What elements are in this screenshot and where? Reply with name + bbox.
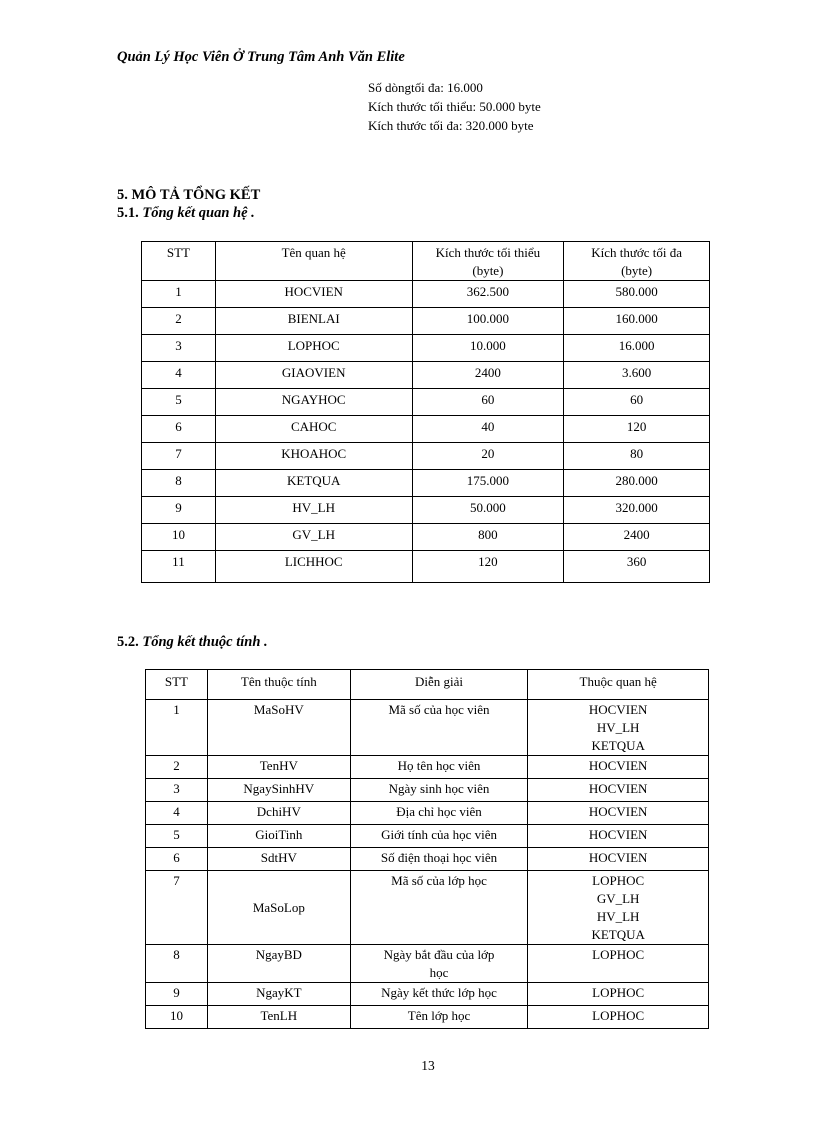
attribute-table-cell: NgayBD [207,945,350,983]
relation-table-cell: LOPHOC [215,335,412,362]
attribute-table-header-cell: STT [146,670,208,700]
relation-table-cell: 8 [142,470,216,497]
document-header: Quản Lý Học Viên Ở Trung Tâm Anh Văn Elite [117,49,405,65]
section-5-1-title: Tổng kết quan hệ . [142,205,255,221]
table-row [146,779,709,802]
relation-table-cell: 10.000 [412,335,564,362]
attribute-table-cell: 4 [146,802,208,825]
relation-table-cell: 280.000 [564,470,710,497]
table-row [142,362,710,389]
table-row [146,848,709,871]
relation-table-cell: 11 [142,551,216,583]
relation-table-cell: 1 [142,281,216,308]
relation-table-cell: 80 [564,443,710,470]
attribute-table-cell: TenLH [207,1006,350,1029]
table-row [146,756,709,779]
table-row [146,802,709,825]
table-row [142,443,710,470]
relation-table-cell: HOCVIEN [215,281,412,308]
relation-table-cell: 320.000 [564,497,710,524]
relation-table-cell: 2 [142,308,216,335]
attribute-table-cell: HOCVIEN [528,756,709,779]
relation-table-cell: LICHHOC [215,551,412,583]
section-5-2-title: Tổng kết thuộc tính . [142,634,268,650]
page-number: 13 [421,1058,435,1073]
attribute-table-cell: Số điện thoại học viên [350,848,528,871]
attribute-table-cell: 9 [146,983,208,1006]
table-row [142,416,710,443]
attribute-table-cell: Ngày kết thức lớp học [350,983,528,1006]
relation-table-cell: 160.000 [564,308,710,335]
attribute-table-cell: NgayKT [207,983,350,1006]
attribute-table-cell: 3 [146,779,208,802]
table-row [146,825,709,848]
attribute-table-cell: 1 [146,700,208,756]
attribute-table-cell: HOCVIEN HV_LH KETQUA [528,700,709,756]
relation-table-cell: CAHOC [215,416,412,443]
relation-table-cell: 120 [564,416,710,443]
relation-table-header-row [142,242,710,281]
relation-table-cell: 50.000 [412,497,564,524]
attribute-table-header-cell: Tên thuộc tính [207,670,350,700]
max-size-line: Kích thước tối đa: 320.000 byte [368,118,534,133]
attribute-table-cell: Tên lớp học [350,1006,528,1029]
relation-table-header-cell: Kích thước tối đa (byte) [564,242,710,281]
table-row [142,497,710,524]
relation-table-cell: 5 [142,389,216,416]
relation-summary-table [141,241,710,583]
relation-table-cell: 40 [412,416,564,443]
relation-table-cell: 3.600 [564,362,710,389]
relation-table-cell: 360 [564,551,710,583]
table-row [146,700,709,756]
attribute-table-cell: HOCVIEN [528,779,709,802]
attribute-table-cell: GioiTinh [207,825,350,848]
attribute-table-cell: 10 [146,1006,208,1029]
relation-table-header-cell: Kích thước tối thiểu (byte) [412,242,564,281]
relation-table-cell: 800 [412,524,564,551]
relation-table-header-cell: STT [142,242,216,281]
attribute-table-cell: Họ tên học viên [350,756,528,779]
attribute-table-cell: TenHV [207,756,350,779]
relation-table-cell: 7 [142,443,216,470]
relation-table-cell: NGAYHOC [215,389,412,416]
relation-table-cell: 4 [142,362,216,389]
table-row [142,281,710,308]
table-row [146,983,709,1006]
attribute-table-cell: MaSoHV [207,700,350,756]
relation-table-cell: 60 [412,389,564,416]
attribute-table-cell: LOPHOC [528,945,709,983]
relation-table-cell: 16.000 [564,335,710,362]
relation-table-cell: 362.500 [412,281,564,308]
attribute-table-cell: HOCVIEN [528,825,709,848]
attribute-table-cell: Giới tính của học viên [350,825,528,848]
relation-table-cell: GIAOVIEN [215,362,412,389]
relation-table-cell: 6 [142,416,216,443]
attribute-table-cell: NgaySinhHV [207,779,350,802]
attribute-table-cell: Ngày bắt đầu của lớp học [350,945,528,983]
table-row [142,470,710,497]
attribute-table-cell: MaSoLop [207,871,350,945]
table-row [146,1006,709,1029]
section-5-2-number: 5.2. [117,634,139,650]
max-rows-line: Số dòngtối đa: 16.000 [368,80,483,95]
relation-table-cell: 580.000 [564,281,710,308]
relation-table-cell: 60 [564,389,710,416]
attribute-table-cell: DchiHV [207,802,350,825]
section-5-1-number: 5.1. [117,205,139,221]
section-5-2-heading [117,634,268,651]
relation-table-cell: 3 [142,335,216,362]
table-row [142,524,710,551]
attribute-table-cell: LOPHOC GV_LH HV_LH KETQUA [528,871,709,945]
attribute-table-cell: LOPHOC [528,1006,709,1029]
attribute-table-cell: 8 [146,945,208,983]
attribute-table-header-row [146,670,709,700]
attribute-table-cell: 5 [146,825,208,848]
attribute-table-cell: 6 [146,848,208,871]
relation-table-header-cell: Tên quan hệ [215,242,412,281]
attribute-table-cell: HOCVIEN [528,802,709,825]
attribute-table-cell: 7 [146,871,208,945]
relation-table-cell: GV_LH [215,524,412,551]
relation-table-cell: HV_LH [215,497,412,524]
min-size-line: Kích thước tối thiểu: 50.000 byte [368,99,541,114]
relation-table-cell: 100.000 [412,308,564,335]
attribute-table-cell: SdtHV [207,848,350,871]
relation-table-cell: 2400 [564,524,710,551]
attribute-table-cell: Mã số của học viên [350,700,528,756]
table-row [146,871,709,945]
table-row [146,945,709,983]
relation-table-cell: 2400 [412,362,564,389]
table-row [142,389,710,416]
relation-table-cell: KHOAHOC [215,443,412,470]
attribute-table-header-cell: Diễn giải [350,670,528,700]
section-5-1-heading [117,205,255,222]
attribute-table-cell: Địa chỉ học viên [350,802,528,825]
attribute-table-cell: Mã số của lớp học [350,871,528,945]
table-row [142,335,710,362]
attribute-table-header-cell: Thuộc quan hệ [528,670,709,700]
relation-table-cell: BIENLAI [215,308,412,335]
relation-table-cell: 175.000 [412,470,564,497]
size-summary [368,78,541,135]
attribute-table-cell: HOCVIEN [528,848,709,871]
attribute-summary-table [145,669,709,1029]
attribute-table-cell: 2 [146,756,208,779]
attribute-table-cell: LOPHOC [528,983,709,1006]
relation-table-cell: KETQUA [215,470,412,497]
table-row [142,551,710,583]
relation-table-cell: 10 [142,524,216,551]
attribute-table-cell: Ngày sinh học viên [350,779,528,802]
table-row [142,308,710,335]
relation-table-cell: 120 [412,551,564,583]
relation-table-cell: 9 [142,497,216,524]
section-5-title: 5. MÔ TẢ TỔNG KẾT [117,187,261,203]
relation-table-cell: 20 [412,443,564,470]
